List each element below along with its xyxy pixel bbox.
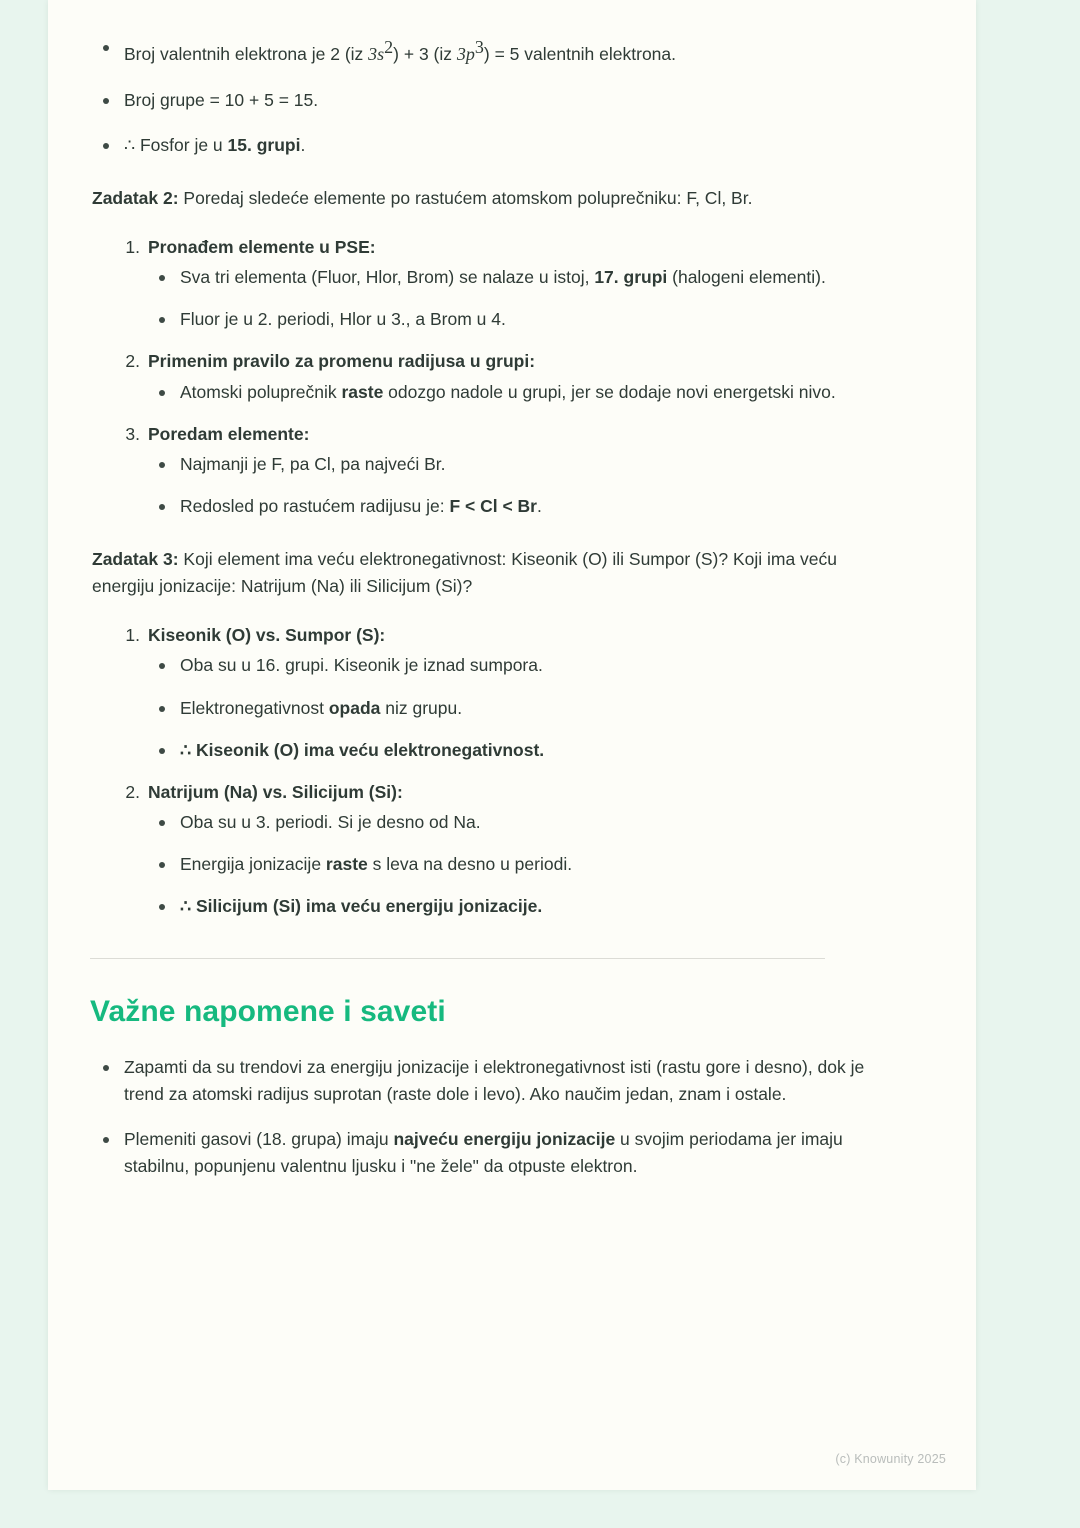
task2-label: Zadatak 2: <box>92 187 179 208</box>
bullet-text-pre: Energija jonizacije <box>180 854 326 875</box>
bullet-text: Broj grupe = 10 + 5 = 15. <box>124 89 319 110</box>
task1-bullet-list <box>90 34 890 159</box>
bullet-text-pre: Elektronegativnost <box>180 697 329 718</box>
list-item <box>148 493 890 520</box>
bullet-text-post: ) = 5 valentnih elektrona. <box>483 43 677 64</box>
list-item <box>90 87 890 114</box>
bullet-text-pre: Oba su u 3. periodi. Si je desno od Na. <box>180 811 481 832</box>
bullet-text-post: u svojim periodama jer imaju stabilnu, popunjenu valentnu ljusku i "ne žele" da otpuste elektron. <box>124 1129 843 1177</box>
step-heading: Poredam elemente: <box>148 423 310 444</box>
bullet-text-bold: opada <box>328 697 381 718</box>
section-divider <box>90 958 825 959</box>
bullet-text-pre: Atomski poluprečnik <box>180 381 342 402</box>
bullet-text-pre: Fluor je u 2. periodi, Hlor u 3., a Brom u 4. <box>180 309 506 330</box>
list-item <box>148 809 890 836</box>
bullet-text-pre: Oba su u 16. grupi. Kiseonik je iznad sumpora. <box>180 655 543 676</box>
page-side-strip <box>976 0 1080 1528</box>
task2-paragraph <box>90 185 890 212</box>
bullet-text-pre: Najmanji je F, pa Cl, pa najveći Br. <box>180 453 446 474</box>
list-item <box>148 306 890 333</box>
bullet-text-bold: 15. grupi <box>227 134 301 155</box>
bullet-text-bold: raste <box>341 381 384 402</box>
list-item <box>148 652 890 679</box>
step-bullets <box>148 379 890 406</box>
bullet-text-bold: najveću energiju jonizacije <box>393 1129 616 1150</box>
bullet-text-pre: Redosled po rastućem radijusu je: <box>180 495 450 516</box>
list-item <box>148 264 890 291</box>
list-item <box>90 421 890 520</box>
step-bullets <box>148 809 890 920</box>
step-bullets <box>148 264 890 333</box>
math-3s-exponent: 2 <box>384 37 394 57</box>
bullet-text-post: . <box>536 495 542 516</box>
bullet-text-pre: Plemeniti gasovi (18. grupa) imaju <box>124 1129 394 1150</box>
task3-label: Zadatak 3: <box>92 549 179 570</box>
math-3p-exponent: 3 <box>474 37 484 57</box>
document-content <box>90 34 890 1198</box>
bullet-text-bold: F < Cl < Br <box>449 495 537 516</box>
bullet-text-post: s leva na desno u periodi. <box>367 854 573 875</box>
list-item <box>90 1054 890 1108</box>
bullet-text-pre: Zapamti da su trendovi za energiju jonizacije i elektronegativnost isti (rastu gore i desno), dok je trend za atomski radijus suprotan (raste dole i levo). Ako naučim jedan, znam i ostale. <box>124 1056 865 1104</box>
bullet-text-mid: ) + 3 (iz <box>393 43 457 64</box>
bullet-text-post: odozgo nadole u grupi, jer se dodaje novi energetski nivo. <box>383 381 836 402</box>
list-item <box>148 451 890 478</box>
list-item <box>148 379 890 406</box>
bullet-text-pre: Broj valentnih elektrona je 2 (iz <box>124 43 369 64</box>
notes-list <box>90 1054 890 1181</box>
step-bullets <box>148 652 890 763</box>
list-item <box>148 851 890 878</box>
list-item <box>90 622 890 764</box>
bullet-text-pre: Sva tri elementa (Fluor, Hlor, Brom) se nalaze u istoj, <box>180 267 595 288</box>
bullet-text-post: niz grupu. <box>380 697 463 718</box>
list-item <box>90 1126 890 1180</box>
step-heading: Natrijum (Na) vs. Silicijum (Si): <box>148 781 403 802</box>
list-item <box>90 234 890 333</box>
bullet-text-post: . <box>300 134 306 155</box>
list-item <box>148 737 890 764</box>
bullet-text-bold: 17. grupi <box>594 267 668 288</box>
task3-text: Koji element ima veću elektronegativnost: Kiseonik (O) ili Sumpor (S)? Koji ima veću energiju jonizacije: Natrijum (Na) ili Silicijum (Si)? <box>92 549 838 597</box>
bullet-text-bold: raste <box>325 854 368 875</box>
list-item <box>90 348 890 405</box>
task3-steps <box>90 622 890 920</box>
list-item <box>148 695 890 722</box>
document-page <box>48 0 976 1490</box>
step-heading: Primenim pravilo za promenu radijusa u grupi: <box>148 351 536 372</box>
list-item <box>90 34 890 69</box>
bullet-text-pre: ∴ Fosfor je u <box>124 134 228 155</box>
step-bullets <box>148 451 890 520</box>
math-3s: 3s <box>368 43 385 64</box>
bullet-text-post: (halogeni elementi). <box>667 267 826 288</box>
bullet-text-bold: ∴ Silicijum (Si) ima veću energiju jonizacije. <box>180 896 543 917</box>
task2-text: Poredaj sledeće elemente po rastućem atomskom poluprečniku: F, Cl, Br. <box>178 187 753 208</box>
step-heading: Kiseonik (O) vs. Sumpor (S): <box>148 625 386 646</box>
task3-paragraph <box>90 546 890 600</box>
math-3p: 3p <box>456 43 475 64</box>
step-heading: Pronađem elemente u PSE: <box>148 237 376 258</box>
notes-section-title: Važne napomene i saveti <box>90 995 446 1029</box>
list-item <box>148 893 890 920</box>
watermark: (c) Knowunity 2025 <box>835 1452 946 1466</box>
list-item <box>90 132 890 159</box>
task2-steps <box>90 234 890 520</box>
bullet-text-bold: ∴ Kiseonik (O) ima veću elektronegativnost. <box>180 739 545 760</box>
list-item <box>90 779 890 921</box>
